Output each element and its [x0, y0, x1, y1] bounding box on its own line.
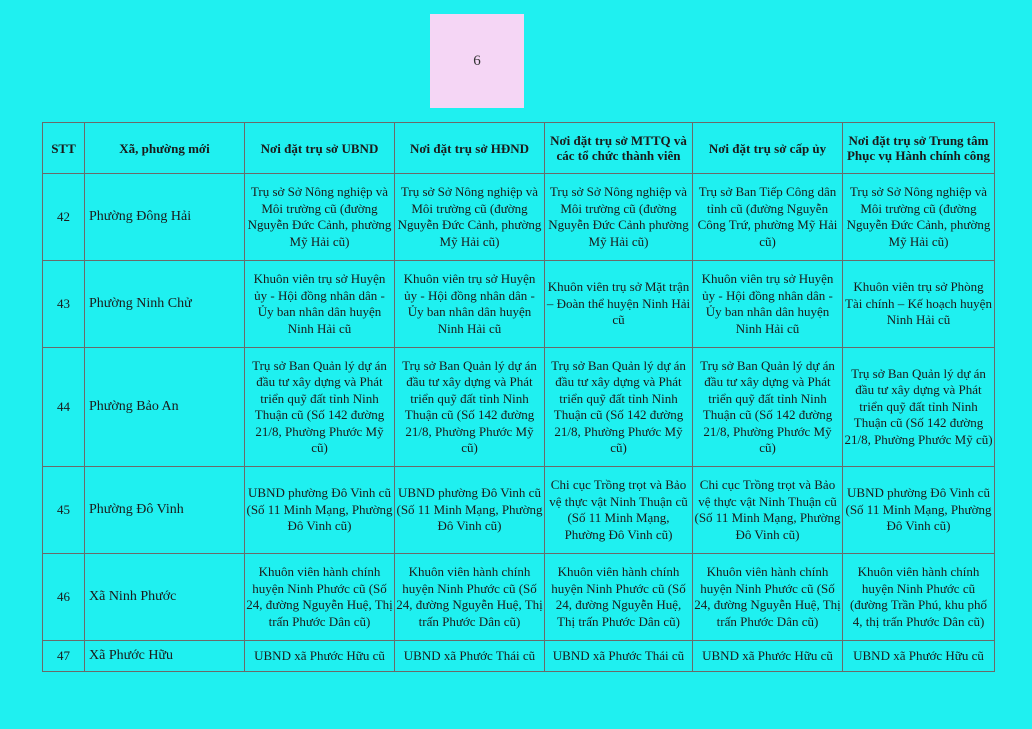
cell-ward: Phường Đô Vinh — [85, 467, 245, 554]
cell-ttpv: Khuôn viên trụ sở Phòng Tài chính – Kế hoạch huyện Ninh Hải cũ — [843, 261, 995, 348]
header-ward: Xã, phường mới — [85, 123, 245, 174]
cell-capuy: UBND xã Phước Hữu cũ — [693, 641, 843, 672]
cell-stt: 46 — [43, 554, 85, 641]
cell-ubnd: Trụ sở Ban Quản lý dự án đầu tư xây dựng và Phát triển quỹ đất tỉnh Ninh Thuận cũ (Số 142 đường 21/8, Phường Phước Mỹ cũ) — [245, 348, 395, 467]
header-capuy: Nơi đặt trụ sở cấp ủy — [693, 123, 843, 174]
cell-hdnd: Khuôn viên hành chính huyện Ninh Phước cũ (Số 24, đường Nguyễn Huệ, Thị trấn Phước Dân cũ) — [395, 554, 545, 641]
cell-stt: 45 — [43, 467, 85, 554]
cell-ttpv: Trụ sở Sở Nông nghiệp và Môi trường cũ (đường Nguyễn Đức Cảnh, phường Mỹ Hải cũ) — [843, 174, 995, 261]
cell-ubnd: Trụ sở Sở Nông nghiệp và Môi trường cũ (đường Nguyễn Đức Cảnh, phường Mỹ Hải cũ) — [245, 174, 395, 261]
table-row — [43, 554, 995, 641]
cell-mttq: Chi cục Trồng trọt và Bảo vệ thực vật Ninh Thuận cũ (Số 11 Minh Mạng, Phường Đô Vinh cũ) — [545, 467, 693, 554]
cell-ttpv: Trụ sở Ban Quản lý dự án đầu tư xây dựng và Phát triển quỹ đất tỉnh Ninh Thuận cũ (Số 142 đường 21/8, Phường Phước Mỹ cũ) — [843, 348, 995, 467]
table-row — [43, 467, 995, 554]
cell-mttq: Khuôn viên trụ sở Mặt trận – Đoàn thể huyện Ninh Hải cũ — [545, 261, 693, 348]
table-row — [43, 641, 995, 672]
cell-mttq: Khuôn viên hành chính huyện Ninh Phước cũ (Số 24, đường Nguyễn Huệ, Thị trấn Phước Dân cũ) — [545, 554, 693, 641]
cell-ttpv: UBND xã Phước Hữu cũ — [843, 641, 995, 672]
cell-stt: 43 — [43, 261, 85, 348]
header-ttpv: Nơi đặt trụ sở Trung tâm Phục vụ Hành chính công — [843, 123, 995, 174]
cell-stt: 47 — [43, 641, 85, 672]
cell-capuy: Trụ sở Ban Tiếp Công dân tỉnh cũ (đường Nguyễn Công Trứ, phường Mỹ Hải cũ) — [693, 174, 843, 261]
cell-stt: 44 — [43, 348, 85, 467]
page-number: 6 — [430, 14, 524, 108]
cell-hdnd: UBND xã Phước Thái cũ — [395, 641, 545, 672]
cell-mttq: Trụ sở Ban Quản lý dự án đầu tư xây dựng và Phát triển quỹ đất tỉnh Ninh Thuận cũ (Số 142 đường 21/8, Phường Phước Mỹ cũ) — [545, 348, 693, 467]
cell-capuy: Khuôn viên trụ sở Huyện ủy - Hội đồng nhân dân - Ủy ban nhân dân huyện Ninh Hải cũ — [693, 261, 843, 348]
cell-hdnd: Khuôn viên trụ sở Huyện ủy - Hội đồng nhân dân - Ủy ban nhân dân huyện Ninh Hải cũ — [395, 261, 545, 348]
cell-hdnd: Trụ sở Sở Nông nghiệp và Môi trường cũ (đường Nguyễn Đức Cảnh, phường Mỹ Hải cũ) — [395, 174, 545, 261]
header-stt: STT — [43, 123, 85, 174]
cell-mttq: Trụ sở Sở Nông nghiệp và Môi trường cũ (đường Nguyễn Đức Cảnh phường Mỹ Hải cũ) — [545, 174, 693, 261]
cell-hdnd: Trụ sở Ban Quản lý dự án đầu tư xây dựng và Phát triển quỹ đất tỉnh Ninh Thuận cũ (Số 142 đường 21/8, Phường Phước Mỹ cũ) — [395, 348, 545, 467]
table-row — [43, 174, 995, 261]
header-ubnd: Nơi đặt trụ sở UBND — [245, 123, 395, 174]
table-header-row — [43, 123, 995, 174]
cell-stt: 42 — [43, 174, 85, 261]
cell-ubnd: Khuôn viên hành chính huyện Ninh Phước cũ (Số 24, đường Nguyễn Huệ, Thị trấn Phước Dân cũ) — [245, 554, 395, 641]
table-row — [43, 348, 995, 467]
header-hdnd: Nơi đặt trụ sở HĐND — [395, 123, 545, 174]
cell-ward: Phường Đông Hải — [85, 174, 245, 261]
cell-capuy: Chi cục Trồng trọt và Bảo vệ thực vật Ninh Thuận cũ (Số 11 Minh Mạng, Phường Đô Vinh cũ) — [693, 467, 843, 554]
cell-ward: Xã Ninh Phước — [85, 554, 245, 641]
cell-ward: Phường Bảo An — [85, 348, 245, 467]
cell-ttpv: Khuôn viên hành chính huyện Ninh Phước cũ (đường Trần Phú, khu phố 4, thị trấn Phước Dân cũ) — [843, 554, 995, 641]
cell-ward: Xã Phước Hữu — [85, 641, 245, 672]
ward-office-table — [42, 122, 995, 672]
cell-ubnd: UBND phường Đô Vinh cũ (Số 11 Minh Mạng, Phường Đô Vinh cũ) — [245, 467, 395, 554]
header-mttq: Nơi đặt trụ sở MTTQ và các tổ chức thành viên — [545, 123, 693, 174]
cell-hdnd: UBND phường Đô Vinh cũ (Số 11 Minh Mạng, Phường Đô Vinh cũ) — [395, 467, 545, 554]
cell-ubnd: UBND xã Phước Hữu cũ — [245, 641, 395, 672]
cell-mttq: UBND xã Phước Thái cũ — [545, 641, 693, 672]
table-row — [43, 261, 995, 348]
cell-capuy: Trụ sở Ban Quản lý dự án đầu tư xây dựng và Phát triển quỹ đất tỉnh Ninh Thuận cũ (Số 142 đường 21/8, Phường Phước Mỹ cũ) — [693, 348, 843, 467]
cell-ttpv: UBND phường Đô Vinh cũ (Số 11 Minh Mạng, Phường Đô Vinh cũ) — [843, 467, 995, 554]
cell-ubnd: Khuôn viên trụ sở Huyện ủy - Hội đồng nhân dân - Ủy ban nhân dân huyện Ninh Hải cũ — [245, 261, 395, 348]
cell-ward: Phường Ninh Chử — [85, 261, 245, 348]
cell-capuy: Khuôn viên hành chính huyện Ninh Phước cũ (Số 24, đường Nguyễn Huệ, Thị trấn Phước Dân cũ) — [693, 554, 843, 641]
